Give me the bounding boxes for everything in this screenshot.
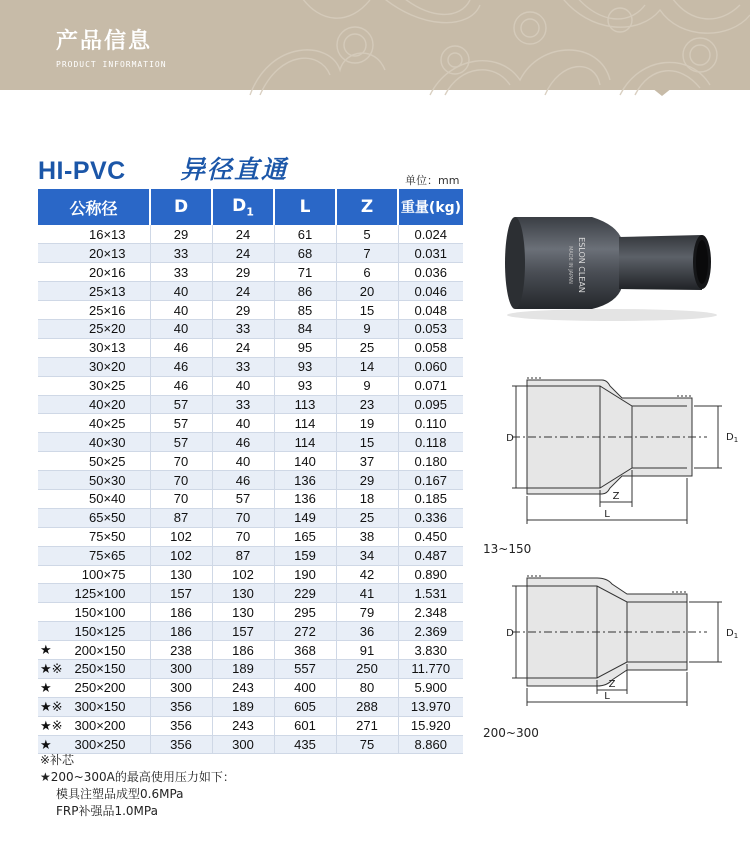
cell-l: 86 — [274, 282, 336, 301]
dim-l-label: L — [604, 691, 610, 702]
cell-weight: 15.920 — [398, 716, 463, 735]
dimension-diagram-small — [482, 372, 739, 532]
cell-d1: 243 — [212, 678, 274, 697]
cell-size — [38, 376, 150, 395]
table-row — [38, 414, 463, 433]
cell-z: 79 — [336, 603, 398, 622]
header-banner — [0, 0, 750, 90]
row-size-text: 40×20 — [88, 396, 126, 412]
cell-d: 46 — [150, 376, 212, 395]
cell-d1: 130 — [212, 584, 274, 603]
cell-d: 70 — [150, 452, 212, 471]
table-header-row — [38, 189, 463, 225]
row-size-text: 40×30 — [88, 434, 126, 450]
row-size-text: 25×20 — [88, 321, 126, 337]
table-row — [38, 263, 463, 282]
table-row — [38, 282, 463, 301]
row-size-text: 300×250 — [74, 736, 126, 752]
table-row — [38, 357, 463, 376]
cell-d: 356 — [150, 716, 212, 735]
product-label-line2: MADE IN JAPAN — [567, 246, 573, 284]
cell-size — [38, 282, 150, 301]
cell-l: 368 — [274, 641, 336, 660]
cell-z: 15 — [336, 301, 398, 320]
notes-block — [40, 752, 235, 820]
cell-weight: 0.118 — [398, 433, 463, 452]
cell-l: 93 — [274, 357, 336, 376]
cell-d: 102 — [150, 546, 212, 565]
cell-d1: 40 — [212, 452, 274, 471]
cell-size — [38, 565, 150, 584]
cell-d: 46 — [150, 357, 212, 376]
cell-d1: 33 — [212, 319, 274, 338]
cell-z: 36 — [336, 622, 398, 641]
cell-z: 38 — [336, 527, 398, 546]
cell-z: 42 — [336, 565, 398, 584]
cell-weight: 0.046 — [398, 282, 463, 301]
cell-z: 15 — [336, 433, 398, 452]
table-row — [38, 678, 463, 697]
cell-size — [38, 603, 150, 622]
cell-d: 70 — [150, 489, 212, 508]
cell-size — [38, 319, 150, 338]
table-row — [38, 301, 463, 320]
dim-d1-label — [726, 432, 738, 444]
row-mark: ★ — [40, 642, 52, 658]
column-header-d1-main: D — [232, 195, 247, 216]
cell-size — [38, 244, 150, 263]
cell-size — [38, 697, 150, 716]
cell-d1: 29 — [212, 263, 274, 282]
table-row — [38, 659, 463, 678]
section-title: 产品信息 — [56, 29, 153, 54]
cell-l: 165 — [274, 527, 336, 546]
table-row — [38, 527, 463, 546]
dim-l-label: L — [604, 509, 610, 520]
dim-d-label: D — [506, 433, 514, 444]
column-header-d: D — [150, 189, 212, 225]
table-row — [38, 546, 463, 565]
cell-size — [38, 489, 150, 508]
table-body — [38, 225, 463, 754]
cell-l: 159 — [274, 546, 336, 565]
row-mark: ★ — [40, 736, 52, 752]
cell-d1: 70 — [212, 527, 274, 546]
note-line: ※补芯 — [40, 753, 75, 767]
cell-d: 46 — [150, 338, 212, 357]
table-row — [38, 584, 463, 603]
cell-d: 33 — [150, 244, 212, 263]
cell-z: 91 — [336, 641, 398, 660]
cell-d1: 40 — [212, 376, 274, 395]
row-mark: ★ — [40, 679, 52, 695]
cell-size — [38, 301, 150, 320]
table-row — [38, 508, 463, 527]
cell-size — [38, 471, 150, 490]
dim-d1-label — [726, 628, 738, 640]
cell-d1: 24 — [212, 282, 274, 301]
cell-weight: 0.058 — [398, 338, 463, 357]
dim-d-label: D — [506, 628, 514, 639]
cell-z: 41 — [336, 584, 398, 603]
cell-d: 186 — [150, 622, 212, 641]
row-size-text: 25×13 — [88, 283, 126, 299]
table-row — [38, 452, 463, 471]
cell-weight: 0.336 — [398, 508, 463, 527]
row-size-text: 100×75 — [81, 566, 126, 582]
cell-weight: 11.770 — [398, 659, 463, 678]
cell-size — [38, 414, 150, 433]
cell-l: 190 — [274, 565, 336, 584]
row-size-text: 150×100 — [74, 604, 126, 620]
cell-weight: 3.830 — [398, 641, 463, 660]
cell-weight: 0.890 — [398, 565, 463, 584]
cell-l: 114 — [274, 433, 336, 452]
cell-l: 114 — [274, 414, 336, 433]
row-mark: ★※ — [40, 698, 63, 714]
cell-d: 33 — [150, 263, 212, 282]
dim-d1-main: D — [726, 628, 734, 639]
cell-l: 435 — [274, 735, 336, 754]
cell-d: 40 — [150, 301, 212, 320]
cell-size — [38, 452, 150, 471]
table-row — [38, 225, 463, 244]
table-row — [38, 716, 463, 735]
cell-d: 57 — [150, 433, 212, 452]
cell-d1: 46 — [212, 471, 274, 490]
cell-d: 130 — [150, 565, 212, 584]
cell-weight: 0.048 — [398, 301, 463, 320]
cell-d: 300 — [150, 659, 212, 678]
cell-z: 250 — [336, 659, 398, 678]
spec-table — [38, 189, 463, 754]
row-size-text: 150×125 — [74, 623, 126, 639]
cell-weight: 2.348 — [398, 603, 463, 622]
row-size-text: 200×150 — [74, 642, 126, 658]
cell-l: 61 — [274, 225, 336, 244]
row-size-text: 250×150 — [74, 661, 126, 677]
cell-size — [38, 395, 150, 414]
cell-weight: 5.900 — [398, 678, 463, 697]
cell-weight: 13.970 — [398, 697, 463, 716]
row-size-text: 50×40 — [88, 491, 126, 507]
cell-d1: 243 — [212, 716, 274, 735]
cell-d1: 24 — [212, 244, 274, 263]
row-size-text: 50×25 — [88, 453, 126, 469]
cell-l: 295 — [274, 603, 336, 622]
cell-d1: 70 — [212, 508, 274, 527]
unit-label: 单位：mm — [405, 174, 460, 187]
product-photo — [497, 205, 727, 325]
cell-z: 6 — [336, 263, 398, 282]
product-name: 异径直通 — [180, 155, 289, 184]
banner-notch-decoration — [652, 88, 672, 96]
cell-weight: 0.031 — [398, 244, 463, 263]
diagram-range-large: 200~300 — [483, 726, 539, 740]
row-size-text: 65×50 — [88, 510, 126, 526]
row-size-text: 75×65 — [88, 548, 126, 564]
cell-l: 149 — [274, 508, 336, 527]
cell-z: 20 — [336, 282, 398, 301]
note-line: 模具注塑品成型0.6MPa — [56, 787, 184, 801]
cell-l: 272 — [274, 622, 336, 641]
cell-d1: 46 — [212, 433, 274, 452]
cell-l: 400 — [274, 678, 336, 697]
cell-d1: 102 — [212, 565, 274, 584]
row-size-text: 30×13 — [88, 340, 126, 356]
column-header-size: 公称径 — [38, 189, 150, 225]
cell-z: 75 — [336, 735, 398, 754]
cell-d: 40 — [150, 282, 212, 301]
table-row — [38, 433, 463, 452]
row-size-text: 30×25 — [88, 378, 126, 394]
table-row — [38, 319, 463, 338]
cell-d1: 300 — [212, 735, 274, 754]
cell-z: 37 — [336, 452, 398, 471]
cell-size — [38, 678, 150, 697]
cell-d: 186 — [150, 603, 212, 622]
cell-d: 57 — [150, 395, 212, 414]
cell-weight: 0.095 — [398, 395, 463, 414]
cell-d1: 24 — [212, 338, 274, 357]
cell-size — [38, 263, 150, 282]
cell-l: 113 — [274, 395, 336, 414]
cell-weight: 0.450 — [398, 527, 463, 546]
cell-z: 25 — [336, 508, 398, 527]
cell-z: 5 — [336, 225, 398, 244]
dimension-diagram-large — [482, 570, 739, 720]
cell-l: 84 — [274, 319, 336, 338]
cell-d: 87 — [150, 508, 212, 527]
cell-l: 93 — [274, 376, 336, 395]
section-subtitle: PRODUCT INFORMATION — [56, 60, 167, 69]
cell-d1: 24 — [212, 225, 274, 244]
cell-d1: 186 — [212, 641, 274, 660]
cell-weight: 0.060 — [398, 357, 463, 376]
cell-z: 271 — [336, 716, 398, 735]
table-row — [38, 489, 463, 508]
cell-size — [38, 641, 150, 660]
cell-weight: 0.487 — [398, 546, 463, 565]
cell-d: 102 — [150, 527, 212, 546]
dim-d1-main: D — [726, 432, 734, 443]
cell-l: 71 — [274, 263, 336, 282]
cell-d: 356 — [150, 735, 212, 754]
cell-d: 356 — [150, 697, 212, 716]
cell-l: 136 — [274, 471, 336, 490]
table-row — [38, 603, 463, 622]
note-line: ★200~300A的最高使用压力如下： — [40, 770, 235, 784]
cell-weight: 0.053 — [398, 319, 463, 338]
cell-weight: 8.860 — [398, 735, 463, 754]
column-header-weight: 重量(kg) — [398, 189, 463, 225]
cell-z: 288 — [336, 697, 398, 716]
cell-z: 80 — [336, 678, 398, 697]
cell-d1: 157 — [212, 622, 274, 641]
row-size-text: 20×16 — [88, 264, 126, 280]
cell-size — [38, 622, 150, 641]
row-size-text: 300×200 — [74, 718, 126, 734]
row-size-text: 75×50 — [88, 529, 126, 545]
column-header-d1-sub: 1 — [246, 205, 254, 219]
row-size-text: 125×100 — [74, 585, 126, 601]
diagram-range-small: 13~150 — [483, 542, 532, 556]
cell-z: 9 — [336, 376, 398, 395]
cell-l: 601 — [274, 716, 336, 735]
cell-d1: 40 — [212, 414, 274, 433]
cell-size — [38, 338, 150, 357]
column-header-d1 — [212, 189, 274, 225]
row-mark: ★※ — [40, 717, 63, 733]
row-size-text: 250×200 — [74, 680, 126, 696]
table-row — [38, 376, 463, 395]
cell-d1: 130 — [212, 603, 274, 622]
column-header-l: L — [274, 189, 336, 225]
cell-l: 95 — [274, 338, 336, 357]
cell-d1: 33 — [212, 395, 274, 414]
cell-weight: 0.071 — [398, 376, 463, 395]
cell-weight: 0.185 — [398, 489, 463, 508]
cell-z: 19 — [336, 414, 398, 433]
cell-d: 300 — [150, 678, 212, 697]
row-size-text: 40×25 — [88, 415, 126, 431]
row-size-text: 30×20 — [88, 359, 126, 375]
cell-z: 18 — [336, 489, 398, 508]
note-line: FRP补强品1.0MPa — [56, 804, 158, 818]
table-row — [38, 697, 463, 716]
cell-weight: 0.024 — [398, 225, 463, 244]
cell-d: 238 — [150, 641, 212, 660]
cell-l: 557 — [274, 659, 336, 678]
cell-size — [38, 584, 150, 603]
table-row — [38, 471, 463, 490]
row-size-text: 16×13 — [88, 226, 126, 242]
cell-size — [38, 716, 150, 735]
cell-l: 229 — [274, 584, 336, 603]
dim-z-label: Z — [608, 679, 616, 690]
cell-l: 68 — [274, 244, 336, 263]
cell-size — [38, 659, 150, 678]
product-brand: HI-PVC — [38, 157, 126, 185]
cell-d1: 189 — [212, 659, 274, 678]
row-size-text: 25×16 — [88, 302, 126, 318]
cell-z: 14 — [336, 357, 398, 376]
table-row — [38, 641, 463, 660]
cell-d1: 33 — [212, 357, 274, 376]
cell-weight: 2.369 — [398, 622, 463, 641]
dim-d1-sub: 1 — [733, 436, 739, 444]
cell-l: 85 — [274, 301, 336, 320]
cell-size — [38, 546, 150, 565]
dim-z-label: Z — [612, 491, 620, 502]
row-mark: ★※ — [40, 660, 63, 676]
cell-z: 25 — [336, 338, 398, 357]
cell-weight: 0.167 — [398, 471, 463, 490]
cell-z: 7 — [336, 244, 398, 263]
cell-weight: 0.180 — [398, 452, 463, 471]
row-size-text: 20×13 — [88, 245, 126, 261]
cell-d1: 29 — [212, 301, 274, 320]
cell-l: 605 — [274, 697, 336, 716]
cell-d: 157 — [150, 584, 212, 603]
table-row — [38, 622, 463, 641]
cell-weight: 0.110 — [398, 414, 463, 433]
cell-size — [38, 508, 150, 527]
cell-d: 29 — [150, 225, 212, 244]
cell-d: 70 — [150, 471, 212, 490]
dim-d1-sub: 1 — [733, 632, 739, 640]
cell-size — [38, 527, 150, 546]
cell-d1: 189 — [212, 697, 274, 716]
cell-z: 34 — [336, 546, 398, 565]
cell-weight: 0.036 — [398, 263, 463, 282]
cell-z: 23 — [336, 395, 398, 414]
cell-size — [38, 433, 150, 452]
table-row — [38, 395, 463, 414]
cell-l: 136 — [274, 489, 336, 508]
row-size-text: 300×150 — [74, 699, 126, 715]
product-label-line1: ESLON CLEAN — [577, 237, 586, 293]
cell-size — [38, 225, 150, 244]
cell-d1: 87 — [212, 546, 274, 565]
table-row — [38, 565, 463, 584]
table-row — [38, 244, 463, 263]
column-header-z: Z — [336, 189, 398, 225]
cell-z: 9 — [336, 319, 398, 338]
cell-d: 57 — [150, 414, 212, 433]
table-row — [38, 338, 463, 357]
row-size-text: 50×30 — [88, 472, 126, 488]
cell-d1: 57 — [212, 489, 274, 508]
cell-l: 140 — [274, 452, 336, 471]
cell-weight: 1.531 — [398, 584, 463, 603]
cell-z: 29 — [336, 471, 398, 490]
cell-d: 40 — [150, 319, 212, 338]
cell-size — [38, 357, 150, 376]
